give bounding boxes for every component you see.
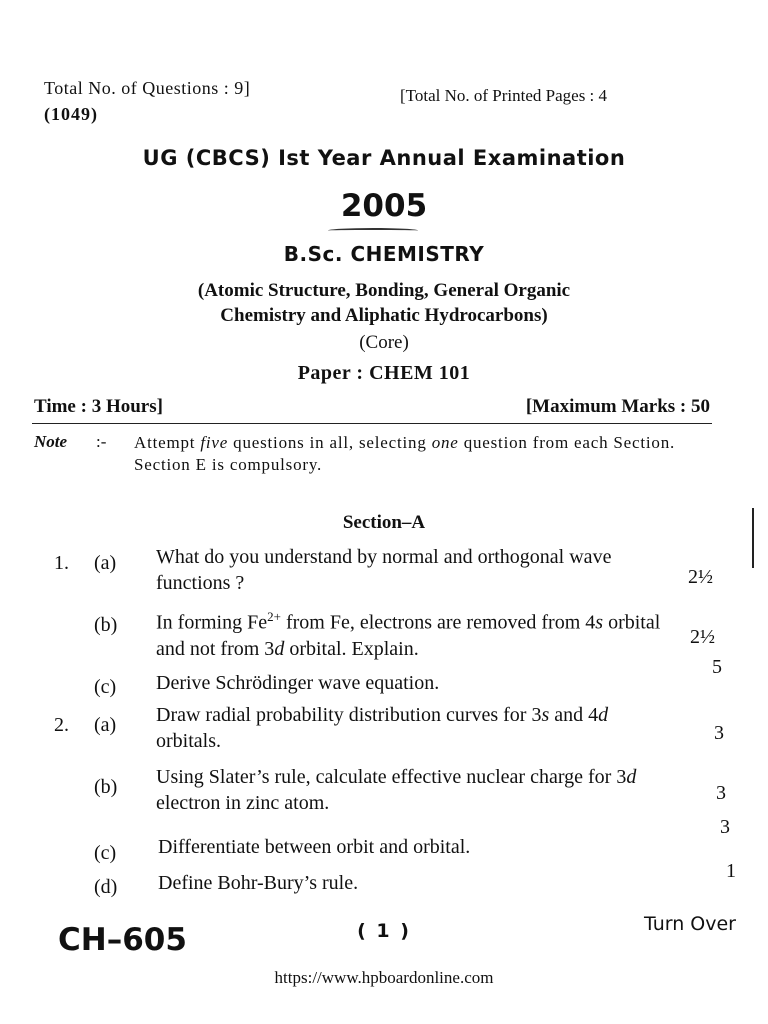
question-marks: 5 bbox=[712, 656, 722, 678]
question-marks: 2½ bbox=[688, 566, 713, 588]
italic-orbital: d bbox=[274, 637, 285, 660]
note-part: question from each Section. Section E is compulsory. bbox=[134, 433, 676, 474]
question-text-run: from Fe, electrons are removed from 4 bbox=[280, 611, 596, 634]
year-underline bbox=[328, 228, 418, 233]
turn-over-label: Turn Over bbox=[643, 913, 736, 935]
question-text-run: electron in zinc atom. bbox=[156, 792, 330, 814]
question-text bbox=[156, 670, 676, 696]
question-text-run: orbital and not from 3 bbox=[156, 611, 661, 660]
question-label: (a) bbox=[94, 714, 117, 736]
question-marks: 2½ bbox=[690, 626, 715, 648]
core-label: (Core) bbox=[359, 332, 409, 353]
question-label: (d) bbox=[94, 876, 118, 898]
exam-year: 2005 bbox=[340, 188, 428, 224]
paper-code: (1049) bbox=[44, 104, 98, 124]
degree-title: B.Sc. CHEMISTRY bbox=[283, 242, 485, 266]
question-text-run: Draw radial probability distribution curves for 3 bbox=[156, 704, 542, 726]
question-text-run: Differentiate between orbit and orbital. bbox=[158, 836, 471, 858]
note-emphasis-five: five bbox=[200, 433, 229, 452]
exam-subtitle bbox=[0, 278, 768, 328]
question-text-run: orbital. Explain. bbox=[284, 637, 419, 660]
question-text-run: Derive Schrödinger wave equation. bbox=[156, 672, 440, 694]
note-separator: :- bbox=[96, 432, 107, 451]
italic-orbital: d bbox=[626, 766, 637, 788]
footer-code: CH–605 bbox=[58, 922, 187, 958]
printed-pages: [Total No. of Printed Pages : 4 bbox=[400, 86, 608, 105]
question-label: (a) bbox=[94, 552, 117, 574]
question-text-run: What do you understand by normal and orthogonal wave functions ? bbox=[156, 546, 612, 594]
subtitle-line-1: (Atomic Structure, Bonding, General Organic bbox=[197, 280, 571, 301]
note-text bbox=[134, 432, 712, 476]
italic-orbital: s bbox=[595, 611, 604, 634]
question-label: (b) bbox=[94, 614, 118, 636]
subtitle-line-2: Chemistry and Aliphatic Hydrocarbons) bbox=[220, 305, 548, 326]
exam-title: UG (CBCS) Ist Year Annual Examination bbox=[142, 146, 626, 170]
question-text bbox=[156, 702, 676, 754]
superscript-charge: 2+ bbox=[267, 609, 281, 624]
question-marks: 3 bbox=[720, 816, 730, 838]
page-number: ( 1 ) bbox=[357, 920, 411, 942]
time-limit: Time : 3 Hours] bbox=[34, 396, 163, 417]
question-text bbox=[158, 870, 678, 896]
italic-orbital: s bbox=[541, 704, 550, 726]
note-emphasis-one: one bbox=[431, 433, 459, 452]
question-text-run: Define Bohr-Bury’s rule. bbox=[158, 872, 359, 894]
question-label: (c) bbox=[94, 676, 117, 698]
question-text bbox=[156, 544, 668, 596]
source-url[interactable]: https://www.hpboardonline.com bbox=[274, 968, 494, 987]
question-text-run: Using Slater’s rule, calculate effective nuclear charge for 3 bbox=[156, 766, 627, 788]
margin-mark bbox=[752, 508, 754, 568]
question-text bbox=[158, 834, 678, 860]
question-number: 2. bbox=[54, 714, 69, 736]
question-marks: 3 bbox=[716, 782, 726, 804]
question-text bbox=[156, 764, 684, 816]
question-number: 1. bbox=[54, 552, 69, 574]
question-text-run: and 4 bbox=[549, 704, 599, 726]
question-text bbox=[156, 604, 676, 662]
question-label: (b) bbox=[94, 776, 118, 798]
question-label: (c) bbox=[94, 842, 117, 864]
question-text-run: orbitals. bbox=[156, 730, 221, 752]
paper-label: Paper : CHEM 101 bbox=[297, 362, 471, 384]
header-divider bbox=[32, 423, 712, 424]
total-questions: Total No. of Questions : 9] bbox=[44, 78, 251, 98]
note-part: Attempt bbox=[134, 433, 201, 452]
maximum-marks: [Maximum Marks : 50 bbox=[525, 396, 710, 417]
note-label: Note bbox=[34, 432, 68, 451]
question-marks: 3 bbox=[714, 722, 724, 744]
section-title: Section–A bbox=[342, 512, 426, 533]
italic-orbital: d bbox=[598, 704, 609, 726]
question-text-run: In forming Fe bbox=[156, 611, 268, 634]
question-marks: 1 bbox=[726, 860, 736, 882]
note-part: questions in all, selecting bbox=[228, 433, 432, 452]
